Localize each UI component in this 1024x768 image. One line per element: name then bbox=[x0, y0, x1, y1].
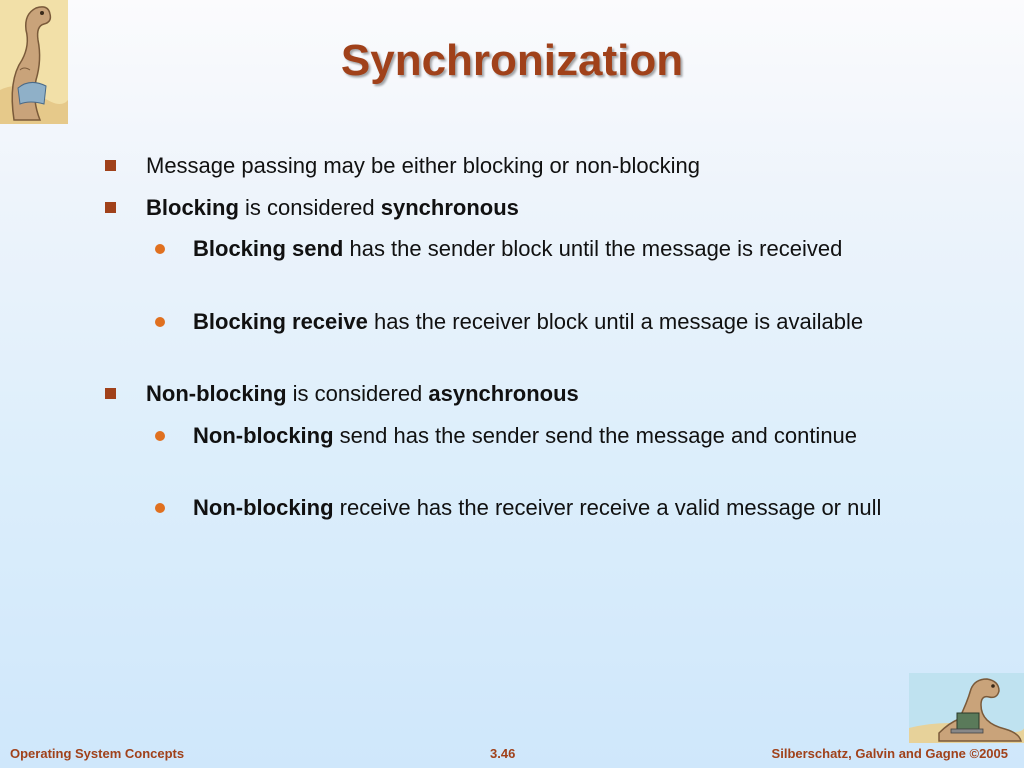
bullet-text: send has the sender send the message and continue bbox=[333, 423, 858, 448]
square-bullet-icon bbox=[105, 160, 116, 171]
dinosaur-laptop-logo-icon bbox=[909, 673, 1024, 743]
bullet-bold-text: Non-blocking bbox=[193, 495, 334, 520]
bullet-bold-text: Non-blocking bbox=[193, 423, 334, 448]
square-bullet-icon bbox=[105, 388, 116, 399]
round-bullet-icon bbox=[155, 244, 165, 254]
round-bullet-icon bbox=[155, 317, 165, 327]
bullet-text: has the sender block until the message is received bbox=[343, 236, 843, 261]
bullet-bold-text: Blocking bbox=[146, 195, 239, 220]
bullet-item bbox=[193, 420, 883, 451]
bullet-bold-text: Non-blocking bbox=[146, 381, 287, 406]
bullet-text: is considered bbox=[238, 195, 381, 220]
footer-page-number: 3.46 bbox=[490, 746, 516, 761]
bullet-bold-text: asynchronous bbox=[428, 381, 579, 406]
footer-copyright: Silberschatz, Galvin and Gagne ©2005 bbox=[771, 746, 1008, 761]
bullet-text: has the receiver block until a message is available bbox=[367, 309, 864, 334]
bullet-bold-text: Blocking send bbox=[193, 236, 344, 261]
bullet-text: Message passing may be either blocking or non-blocking bbox=[146, 153, 700, 178]
slide-title: Synchronization bbox=[340, 36, 684, 85]
round-bullet-icon bbox=[155, 503, 165, 513]
bullet-item bbox=[193, 233, 883, 264]
bullet-item bbox=[146, 378, 866, 409]
bullet-item bbox=[193, 492, 883, 523]
round-bullet-icon bbox=[155, 431, 165, 441]
bullet-item bbox=[146, 150, 866, 181]
bullet-bold-text: synchronous bbox=[380, 195, 519, 220]
bullet-item bbox=[146, 192, 866, 223]
bullet-text: is considered bbox=[286, 381, 429, 406]
bullet-text: receive has the receiver receive a valid message or null bbox=[333, 495, 882, 520]
bullet-item bbox=[193, 306, 883, 337]
bullet-bold-text: Blocking receive bbox=[193, 309, 368, 334]
square-bullet-icon bbox=[105, 202, 116, 213]
footer-course-title: Operating System Concepts bbox=[10, 746, 185, 761]
